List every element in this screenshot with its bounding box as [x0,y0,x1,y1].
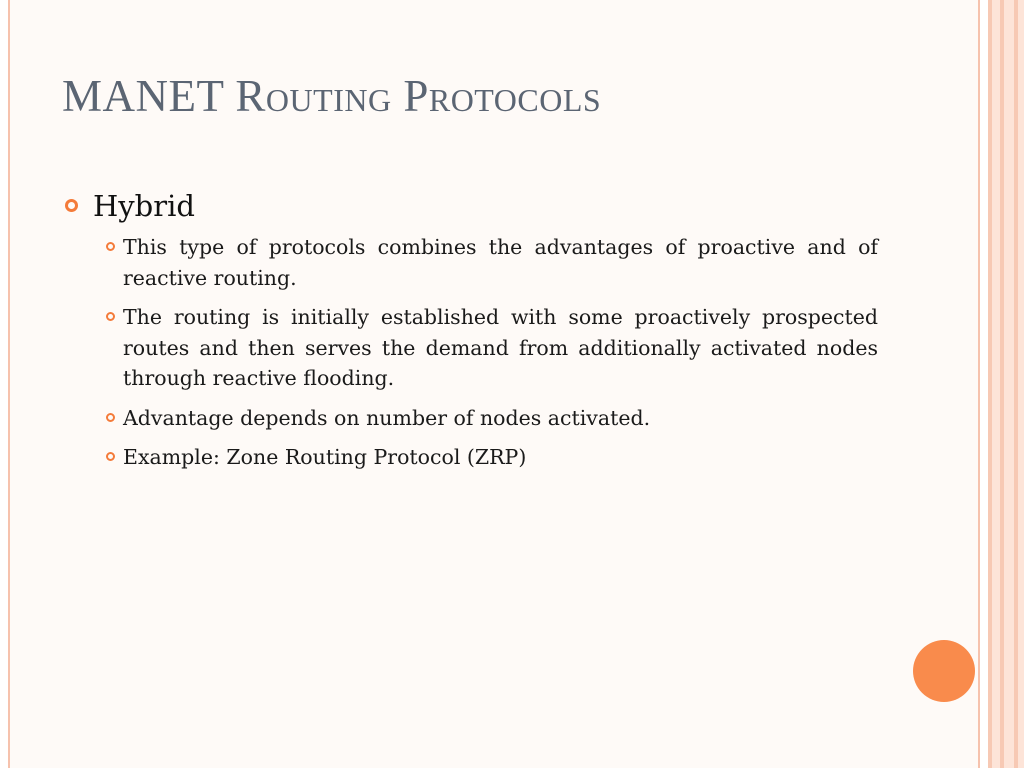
slide-title: MANET Routing Protocols [62,71,602,121]
decorative-stripe [992,0,1000,768]
decorative-stripe [1018,0,1024,768]
sub-bullet-list [62,232,878,473]
ring-bullet-icon [106,413,115,422]
bullet-heading: Hybrid [93,189,195,223]
sub-bullet-item [62,403,878,434]
bullet-text: Advantage depends on number of nodes activated. [123,405,651,430]
bullet-text: This type of protocols combines the advantages of proactive and of reactive routing. [123,235,878,290]
right-border-line [978,0,980,768]
ring-bullet-icon [106,242,115,251]
level1-bullet-item [62,186,878,226]
sub-bullet-item [62,442,878,473]
left-border-line [8,0,10,768]
ring-bullet-icon [106,312,115,321]
sub-bullet-item [62,302,878,394]
ring-bullet-icon [65,199,78,212]
decorative-circle [913,640,975,702]
bullet-text: The routing is initially established with some proactively prospected routes and then serves the demand from additionally activated nodes through reactive flooding. [123,305,878,390]
decorative-stripe [1004,0,1014,768]
bullet-text: Example: Zone Routing Protocol (ZRP) [123,445,527,469]
sub-bullet-item [62,232,878,293]
slide-content [62,186,878,482]
ring-bullet-icon [106,452,115,461]
